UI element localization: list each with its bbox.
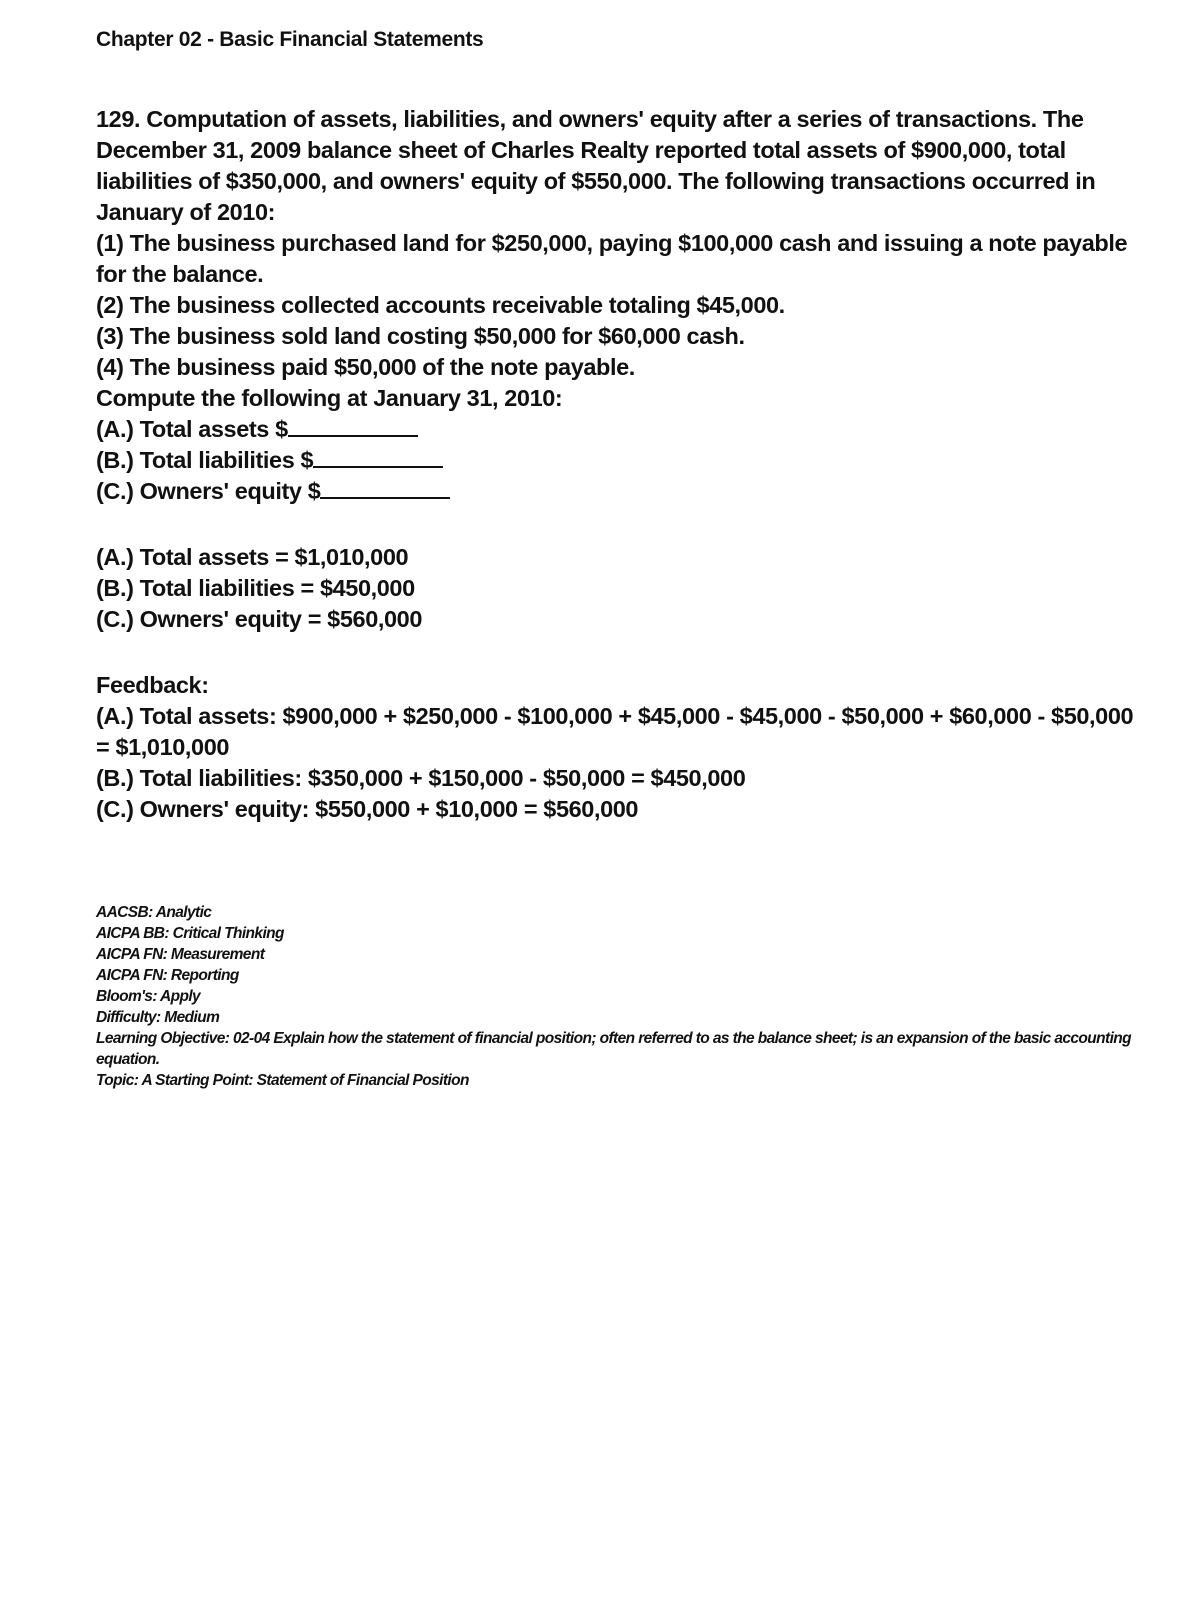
blank-label: (B.) Total liabilities $ bbox=[96, 447, 314, 473]
feedback-line: (A.) Total assets: $900,000 + $250,000 - $100,000 + $45,000 - $45,000 - $50,000 + $60,000 - $50,000 = $1,010,000 bbox=[96, 703, 1134, 760]
compute-prompt: Compute the following at January 31, 2010: bbox=[96, 385, 563, 411]
answer-line: (C.) Owners' equity = $560,000 bbox=[96, 606, 422, 632]
feedback-label: Feedback: bbox=[96, 672, 209, 698]
transaction-item: (1) The business purchased land for $250,000, paying $100,000 cash and issuing a note payable for the balance. bbox=[96, 230, 1128, 287]
answer-blank bbox=[313, 448, 443, 468]
question-block bbox=[96, 104, 1136, 507]
transaction-item: (3) The business sold land costing $50,000 for $60,000 cash. bbox=[96, 323, 745, 349]
feedback-block bbox=[96, 670, 1136, 825]
tag-line: Difficulty: Medium bbox=[96, 1009, 220, 1026]
page-header: Chapter 02 - Basic Financial Statements bbox=[96, 28, 484, 51]
tag-line: AICPA FN: Reporting bbox=[96, 967, 239, 984]
tag-line: AICPA BB: Critical Thinking bbox=[96, 925, 284, 942]
metadata-tags bbox=[96, 902, 1136, 1091]
blank-label: (C.) Owners' equity $ bbox=[96, 478, 321, 504]
feedback-line: (C.) Owners' equity: $550,000 + $10,000 = $560,000 bbox=[96, 796, 639, 822]
blank-line-liabilities bbox=[96, 445, 1136, 476]
answer-blank bbox=[288, 417, 418, 437]
blank-line-equity bbox=[96, 476, 1136, 507]
transaction-item: (2) The business collected accounts receivable totaling $45,000. bbox=[96, 292, 785, 318]
tag-line: Learning Objective: 02-04 Explain how the statement of financial position; often referred to as the balance sheet; is an expansion of the basic accounting equation. bbox=[96, 1030, 1132, 1068]
feedback-line: (B.) Total liabilities: $350,000 + $150,000 - $50,000 = $450,000 bbox=[96, 765, 746, 791]
tag-line: Bloom's: Apply bbox=[96, 988, 201, 1005]
answers-block bbox=[96, 542, 1136, 635]
answer-line: (A.) Total assets = $1,010,000 bbox=[96, 544, 409, 570]
transaction-item: (4) The business paid $50,000 of the note payable. bbox=[96, 354, 635, 380]
blank-line-assets bbox=[96, 414, 1136, 445]
tag-line: Topic: A Starting Point: Statement of Financial Position bbox=[96, 1072, 469, 1089]
tag-line: AICPA FN: Measurement bbox=[96, 946, 265, 963]
answer-blank bbox=[320, 479, 450, 499]
question-paragraph: 129. Computation of assets, liabilities, and owners' equity after a series of transactions. The December 31, 2009 balance sheet of Charles Realty reported total assets of $900,000, total liabilities of $350,000, and owners' equity of $550,000. The following transactions occurred in January of 2010: bbox=[96, 106, 1096, 225]
answer-line: (B.) Total liabilities = $450,000 bbox=[96, 575, 415, 601]
tag-line: AACSB: Analytic bbox=[96, 904, 212, 921]
blank-label: (A.) Total assets $ bbox=[96, 416, 288, 442]
